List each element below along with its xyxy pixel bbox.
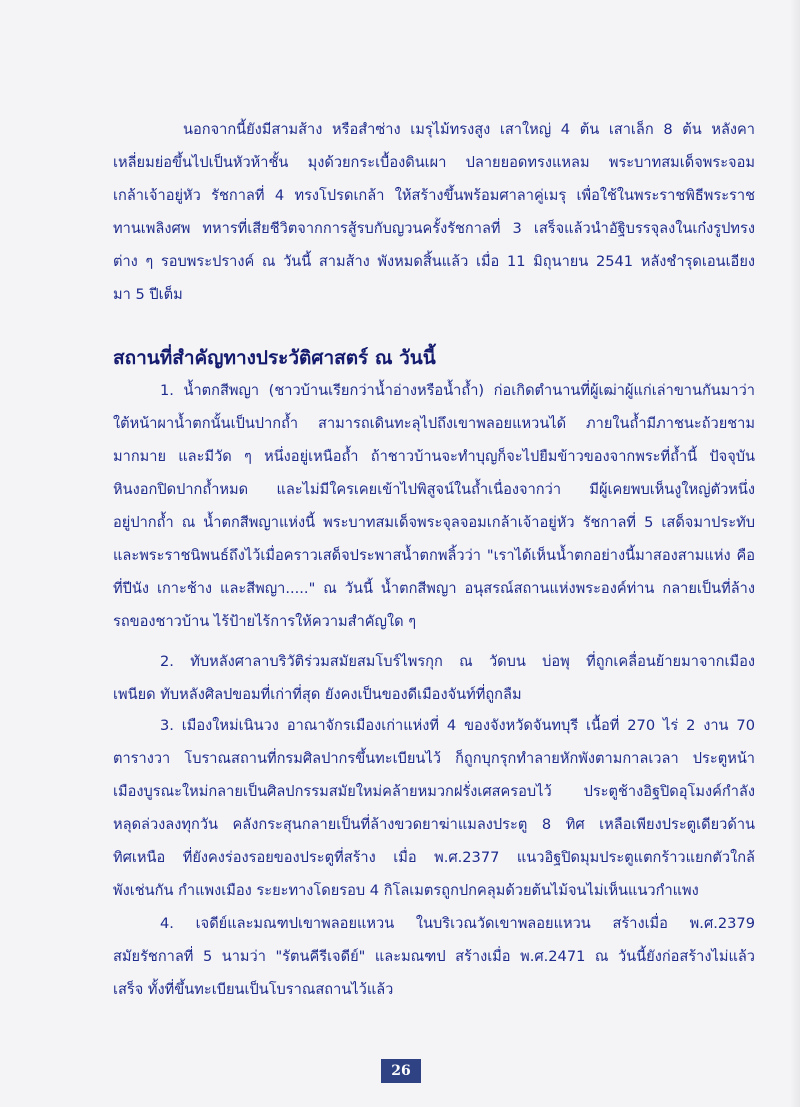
item-3-line: หลุดล่วงลงทุกวัน คลังกระสุนกลายเป็นที่ล้างขวดยาฆ่าแมลงประตู 8 ทิศ เหลือเพียงประตูเดียวด้าน — [113, 816, 755, 833]
item-1-line: 1. น้ำตกสีพญา (ชาวบ้านเรียกว่าน้ำอ่างหรือน้ำถ้ำ) ก่อเกิดตำนานที่ผู้เฒ่าผู้แก่เล่าขานกันมาว่า — [160, 382, 755, 399]
page-edge-shadow — [790, 0, 800, 1107]
item-1-line: และพระราชนิพนธ์ถึงไว้เมื่อคราวเสด็จประพาสน้ำตกพลิ้วว่า "เราได้เห็นน้ำตกอย่างนี้มาสองสามแห่ง คือ — [113, 547, 755, 564]
item-4-line: เสร็จ ทั้งที่ขึ้นทะเบียนเป็นโบราณสถานไว้แล้ว — [113, 981, 394, 998]
intro-line: ต่าง ๆ รอบพระปรางค์ ณ วันนี้ สามส้าง พังหมดสิ้นแล้ว เมื่อ 11 มิถุนายน 2541 หลังชำรุดเอนเอียง — [113, 253, 755, 270]
item-4-line: 4. เจดีย์และมณฑปเขาพลอยแหวน ในบริเวณวัดเขาพลอยแหวน สร้างเมื่อ พ.ศ.2379 — [160, 915, 755, 932]
item-3-line: ทิศเหนือ ที่ยังคงร่องรอยของประตูที่สร้าง เมื่อ พ.ศ.2377 แนวอิฐปิดมุมประตูแตกร้าวแยกตัวใกล้ — [113, 849, 755, 866]
item-1-line: ใต้หน้าผาน้ำตกนั้นเป็นปากถ้ำ สามารถเดินทะลุไปถึงเขาพลอยแหวนได้ ภายในถ้ำมีภาชนะถ้วยชาม — [113, 415, 755, 432]
item-3-line: พังเช่นกัน กำแพงเมือง ระยะทางโดยรอบ 4 กิโลเมตรถูกปกคลุมด้วยต้นไม้จนไม่เห็นแนวกำแพง — [113, 882, 699, 899]
item-3-line: 3. เมืองใหม่เนินวง อาณาจักรเมืองเก่าแห่งที่ 4 ของจังหวัดจันทบุรี เนื้อที่ 270 ไร่ 2 งาน 70 — [160, 717, 755, 734]
intro-line: ทานเพลิงศพ ทหารที่เสียชีวิตจากการสู้รบกับญวนครั้งรัชกาลที่ 3 เสร็จแล้วนำอัฐิบรรจุลงในเก๋งรูปทรง — [113, 220, 755, 237]
intro-line: มา 5 ปีเต็ม — [113, 286, 183, 303]
intro-line: เกล้าเจ้าอยู่หัว รัชกาลที่ 4 ทรงโปรดเกล้า ให้สร้างขึ้นพร้อมศาลาคู่เมรุ เพื่อใช้ในพระราชพิธีพระราช — [113, 187, 755, 204]
item-4-line: สมัยรัชกาลที่ 5 นามว่า "รัตนคีรีเจดีย์" และมณฑป สร้างเมื่อ พ.ศ.2471 ณ วันนี้ยังก่อสร้างไม่แล้ว — [113, 948, 755, 965]
intro-line: นอกจากนี้ยังมีสามส้าง หรือสำซ่าง เมรุไม้ทรงสูง เสาใหญ่ 4 ต้น เสาเล็ก 8 ต้น หลังคา — [183, 121, 755, 138]
item-2-line: เพนียด ทับหลังศิลปขอมที่เก่าที่สุด ยังคงเป็นของดีเมืองจันท์ที่ถูกลืม — [113, 686, 522, 703]
item-3-line: เมืองบูรณะใหม่กลายเป็นศิลปกรรมสมัยใหม่คล้ายหมวกฝรั่งเศสครอบไว้ ประตูช้างอิฐปิดอุโมงค์กำลัง — [113, 783, 755, 800]
item-1-line: หินงอกปิดปากถ้ำหมด และไม่มีใครเคยเข้าไปพิสูจน์ในถ้ำเนื่องจากว่า มีผู้เคยพบเห็นงูใหญ่ตัวหนึ่ง — [113, 481, 755, 498]
item-1-line: ที่ปีนัง เกาะช้าง และสีพญา....." ณ วันนี้ น้ำตกสีพญา อนุสรณ์สถานแห่งพระองค์ท่าน กลายเป็นที่ล้าง — [113, 580, 755, 597]
section-heading: สถานที่สำคัญทางประวัติศาสตร์ ณ วันนี้ — [113, 347, 436, 369]
item-2-line: 2. ทับหลังศาลาบริวัติร่วมสมัยสมโบร์ไพรกุก ณ วัดบน บ่อพุ ที่ถูกเคลื่อนย้ายมาจากเมือง — [160, 653, 755, 670]
item-1-line: รถของชาวบ้าน ไร้ป้ายไร้การให้ความสำคัญใด ๆ — [113, 613, 417, 630]
item-3-line: ตารางวา โบราณสถานที่กรมศิลปากรขึ้นทะเบียนไว้ ก็ถูกบุกรุกทำลายหักพังตามกาลเวลา ประตูหน้า — [113, 750, 755, 767]
item-1-line: อยู่ปากถ้ำ ณ น้ำตกสีพญาแห่งนี้ พระบาทสมเด็จพระจุลจอมเกล้าเจ้าอยู่หัว รัชกาลที่ 5 เสด็จมาประทับ — [113, 514, 755, 531]
intro-line: เหลี่ยมย่อขึ้นไปเป็นหัวห้าชั้น มุงด้วยกระเบื้องดินเผา ปลายยอดทรงแหลม พระบาทสมเด็จพระจอม — [113, 154, 755, 171]
item-1-line: มากมาย และมีวัด ๆ หนึ่งอยู่เหนือถ้ำ ถ้าชาวบ้านจะทำบุญก็จะไปยืมข้าวของจากพระที่ถ้ำนี้ ปัจจุบัน — [113, 448, 755, 465]
page-number: 26 — [381, 1059, 421, 1083]
